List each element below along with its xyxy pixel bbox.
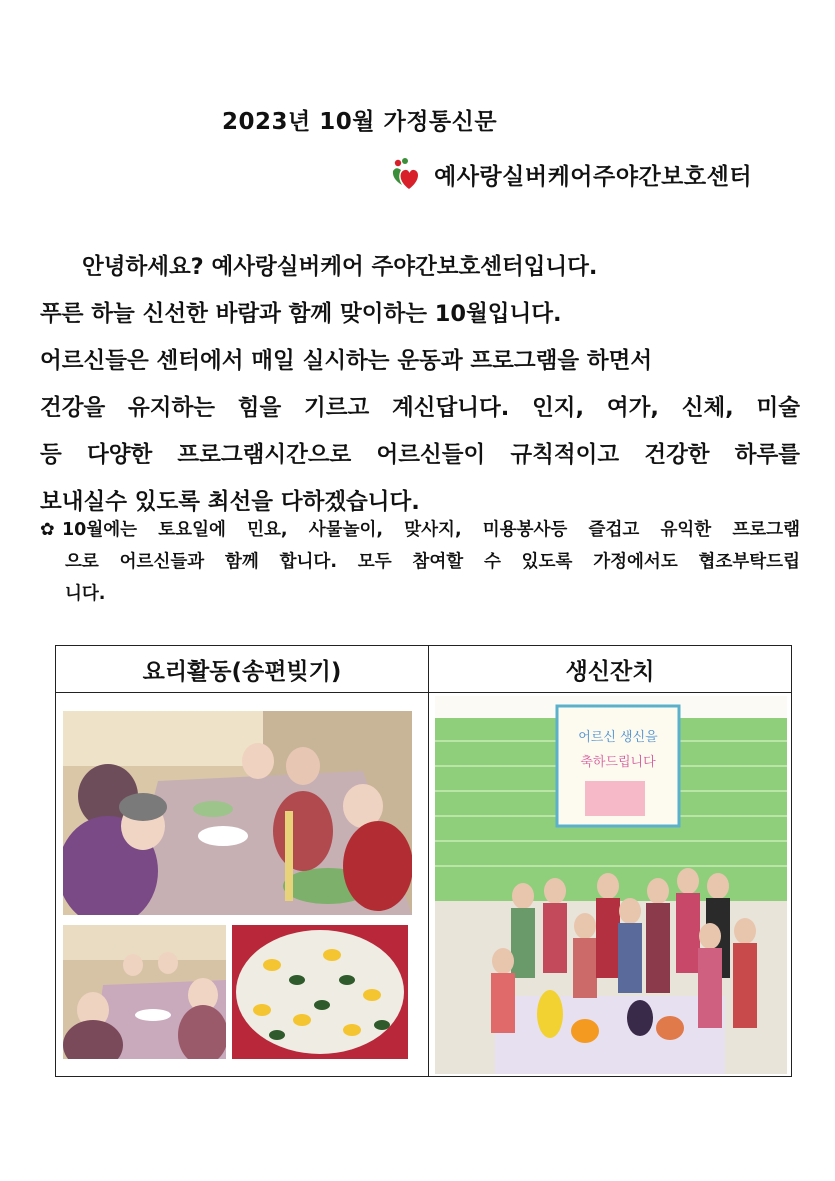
notice [40, 517, 800, 613]
notice-line: 니다. [65, 584, 106, 604]
group-cooking-photo [63, 925, 226, 1059]
notice-line: 으로 어르신들과 함께 합니다. 모두 참여할 수 있도록 가정에서도 협조부탁드립 [65, 552, 800, 572]
flower-bullet-icon: ✿ [40, 520, 55, 540]
songpyeon-closeup-photo [232, 925, 408, 1059]
banner-line2: 축하드립니다 [580, 755, 656, 770]
notice-line [40, 517, 800, 549]
heart-people-logo-icon [390, 157, 424, 191]
body-line: 등 다양한 프로그램시간으로 어르신들이 규칙적이고 건강한 하루를 [40, 442, 800, 468]
body-line: 안녕하세요? 예사랑실버케어 주야간보호센터입니다. [82, 254, 598, 280]
body-line: 푸른 하늘 신선한 바람과 함께 맞이하는 10월입니다. [40, 301, 562, 327]
cooking-activity-header: 요리활동(송편빚기) [56, 646, 429, 693]
body-line: 어르신들은 센터에서 매일 실시하는 운동과 프로그램을 하면서 [40, 348, 653, 374]
organization-name: 예사랑실버케어주야간보호센터 [434, 163, 753, 190]
cooking-photos-cell [56, 693, 429, 1077]
body-line: 보내실수 있도록 최선을 다하겠습니다. [40, 489, 420, 515]
photo-table [55, 645, 792, 1077]
organization [390, 157, 752, 191]
birthday-party-photo [435, 696, 787, 1074]
notice-line-text: 10월에는 토요일에 민요, 사물놀이, 맞사지, 미용봉사등 즐겁고 유익한 프로그램 [62, 520, 800, 540]
page-title: 2023년 10월 가정통신문 [222, 109, 498, 135]
letter-body [40, 252, 800, 534]
body-line: 건강을 유지하는 힘을 기르고 계신답니다. 인지, 여가, 신체, 미술 [40, 395, 800, 421]
birthday-photo-cell [429, 693, 792, 1077]
songpyeon-making-photo [63, 711, 412, 915]
banner-line1: 어르신 생신을 [578, 730, 658, 745]
birthday-party-header: 생신잔치 [429, 646, 792, 693]
